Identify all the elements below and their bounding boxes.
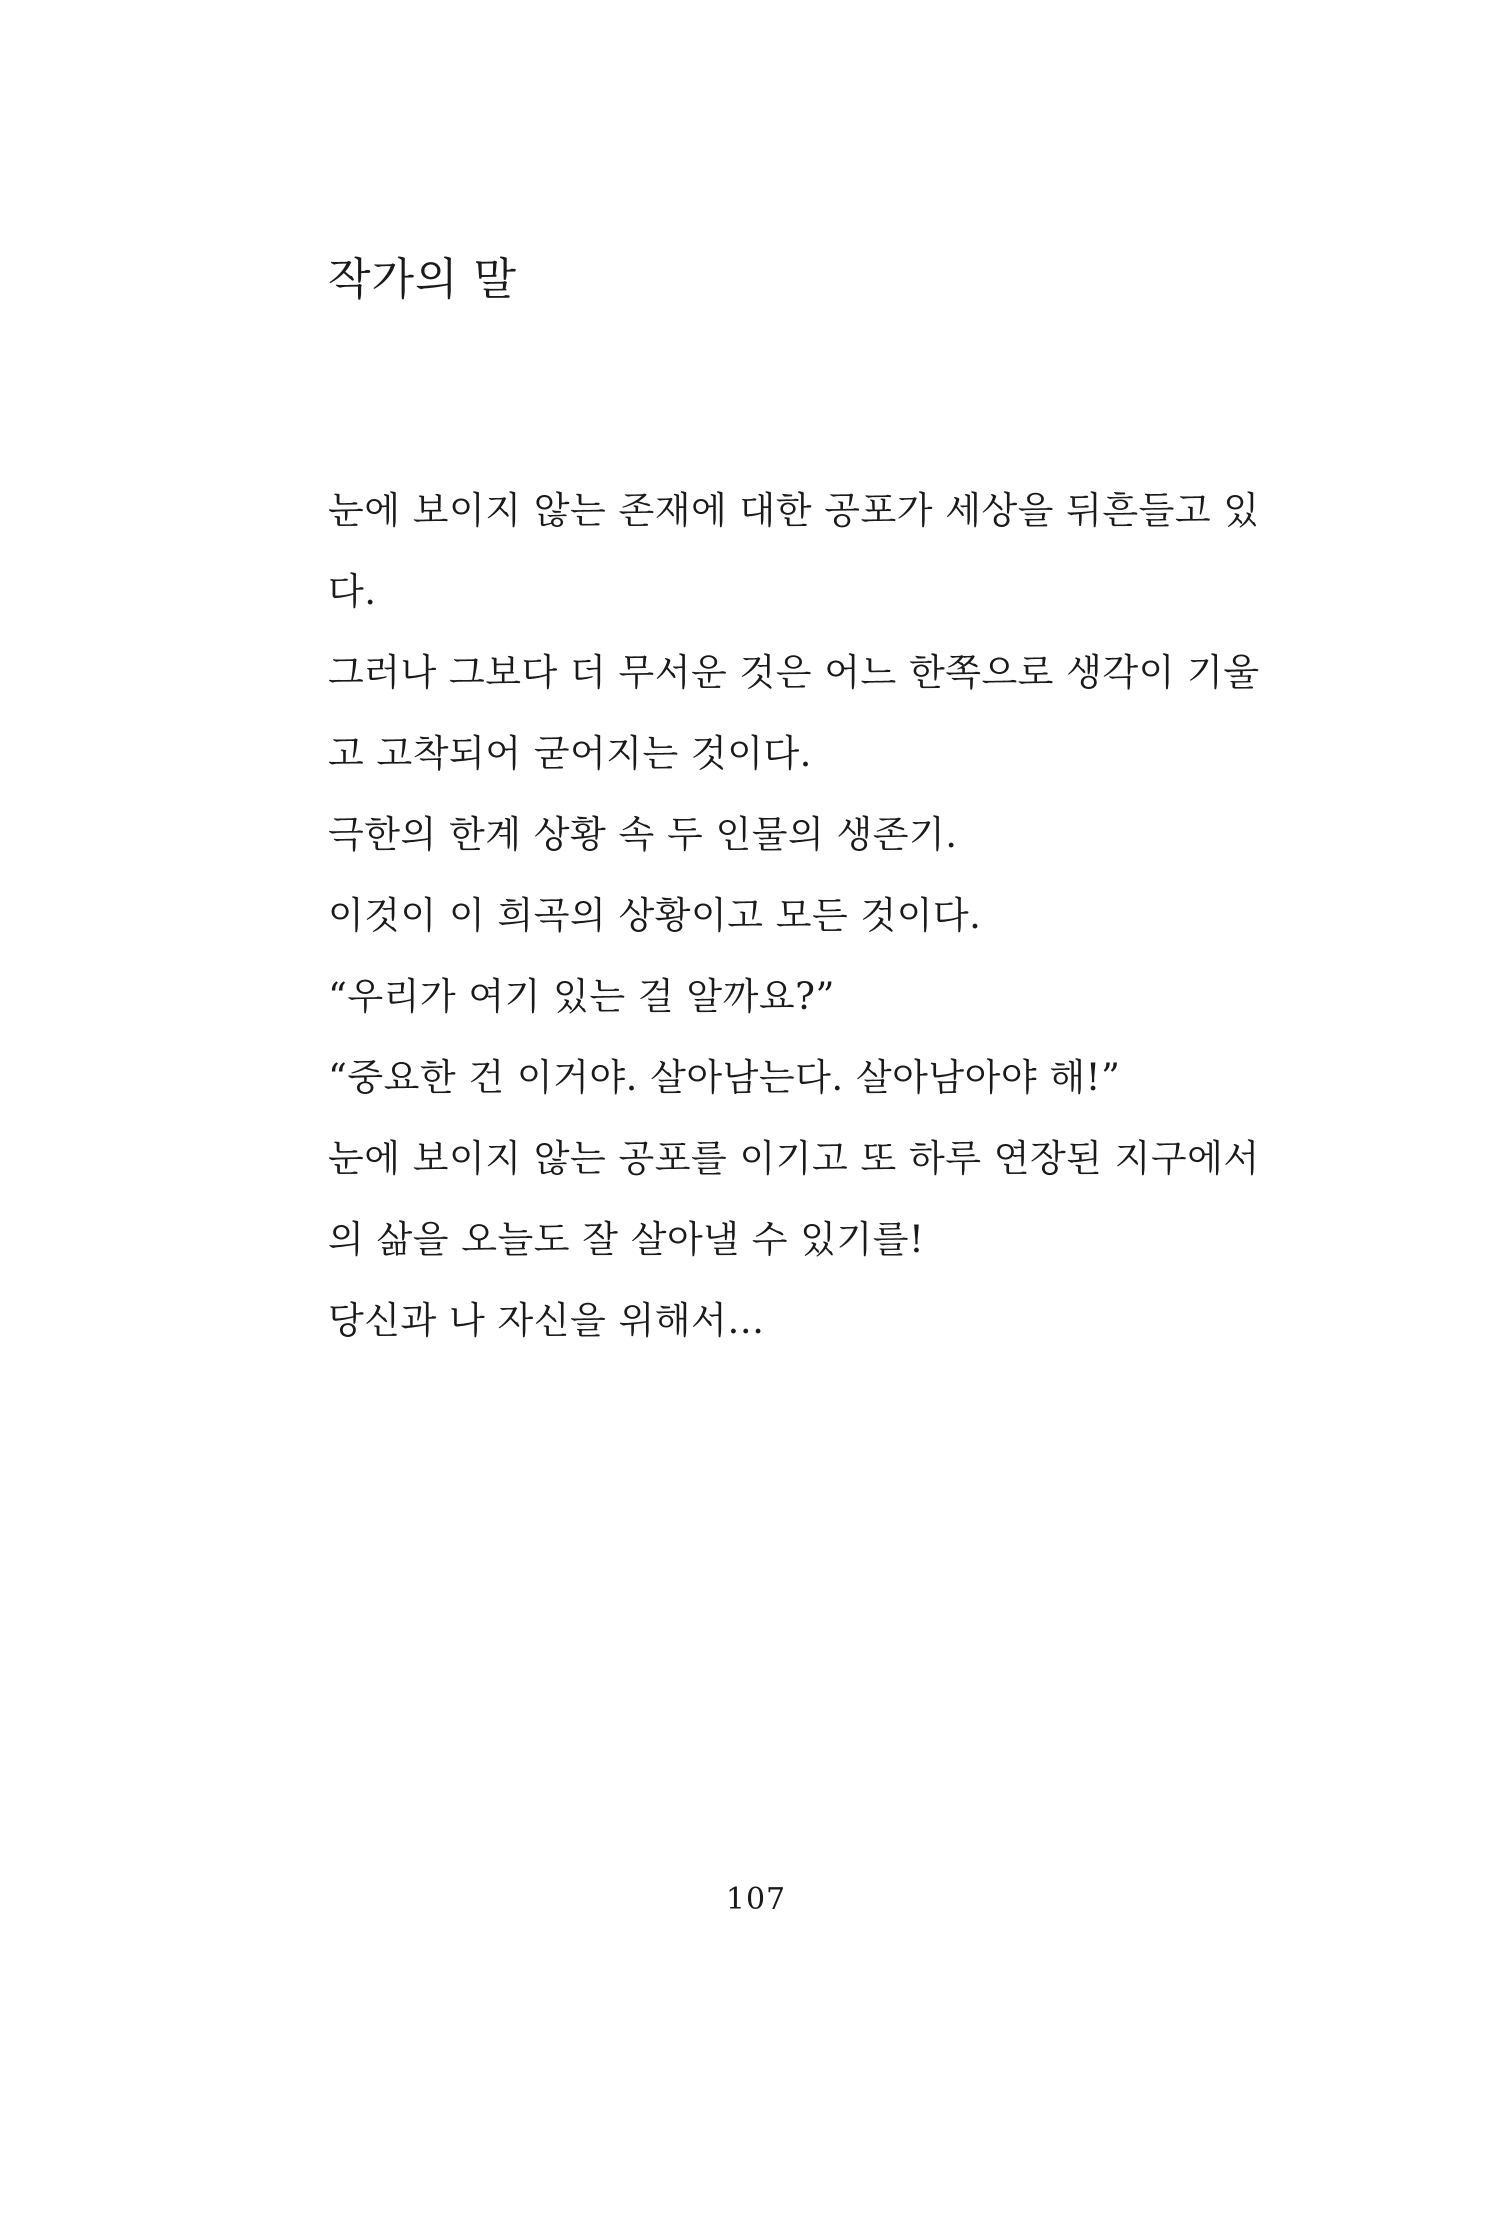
text-line: 다.	[328, 570, 377, 613]
text-line: 의 삶을 오늘도 잘 살아낼 수 있기를!	[328, 1218, 925, 1261]
page-number: 107	[725, 1882, 787, 1917]
text-line: 그러나 그보다 더 무서운 것은 어느 한쪽으로 생각이 기울	[328, 651, 1260, 694]
text-line: 극한의 한계 상황 속 두 인물의 생존기.	[328, 813, 958, 856]
text-line: 눈에 보이지 않는 존재에 대한 공포가 세상을 뒤흔들고 있	[328, 489, 1260, 532]
text-line: 당신과 나 자신을 위해서…	[328, 1299, 765, 1342]
text-line: “우리가 여기 있는 걸 알까요?”	[328, 975, 835, 1018]
text-line: 이것이 이 희곡의 상황이고 모든 것이다.	[328, 894, 982, 937]
text-line: 고 고착되어 굳어지는 것이다.	[328, 732, 812, 775]
body-text	[328, 470, 1268, 1361]
text-line: “중요한 건 이거야. 살아남는다. 살아남아야 해!”	[328, 1056, 1121, 1099]
text-line: 눈에 보이지 않는 공포를 이기고 또 하루 연장된 지구에서	[328, 1137, 1260, 1180]
page-title: 작가의 말	[328, 254, 518, 305]
